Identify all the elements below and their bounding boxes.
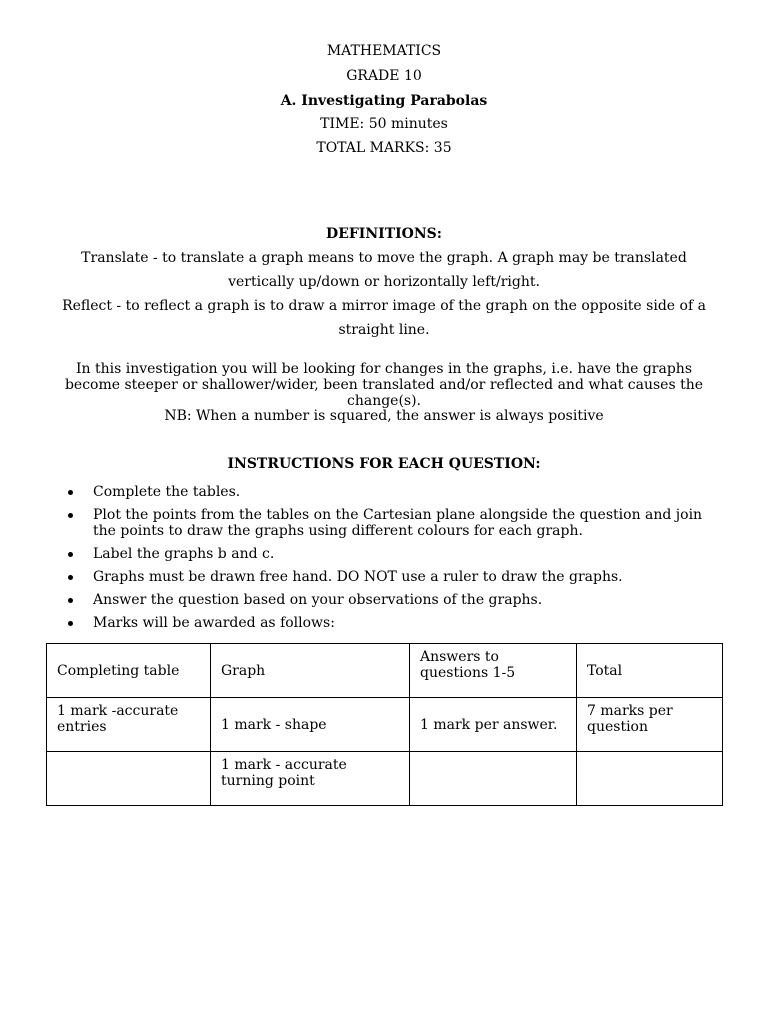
table-row	[47, 752, 723, 806]
bullet-icon	[68, 513, 73, 518]
instruction-text: Graphs must be drawn free hand. DO NOT use a ruler to draw the graphs.	[93, 569, 623, 585]
bullet-icon	[68, 552, 73, 557]
definition-reflect: Reflect - to reflect a graph is to draw a mirror image of the graph on the opposite side of a straight line.	[62, 298, 706, 338]
bullet-icon	[68, 575, 73, 580]
instructions-list	[64, 484, 724, 638]
marks-table	[46, 643, 723, 806]
table-cell: 7 marks per question	[577, 698, 723, 752]
table-cell	[577, 752, 723, 806]
instruction-item	[64, 507, 724, 539]
instruction-text: Complete the tables.	[93, 484, 241, 500]
instruction-text: Plot the points from the tables on the Cartesian plane alongside the question and join the points to draw the graphs using different colours for each graph.	[93, 507, 703, 539]
grade-line: GRADE 10	[346, 68, 422, 84]
table-row	[47, 698, 723, 752]
table-cell: 1 mark -accurate entries	[47, 698, 211, 752]
table-cell: Graph	[211, 644, 410, 698]
bullet-icon	[68, 490, 73, 495]
nb-note: NB: When a number is squared, the answer is always positive	[164, 408, 604, 424]
table-cell: Total	[577, 644, 723, 698]
table-cell: Answers to questions 1-5	[410, 644, 577, 698]
table-cell	[47, 752, 211, 806]
instruction-item	[64, 546, 724, 562]
table-cell: 1 mark - shape	[211, 698, 410, 752]
table-cell	[410, 752, 577, 806]
instruction-text: Answer the question based on your observations of the graphs.	[93, 592, 543, 608]
definition-translate: Translate - to translate a graph means to move the graph. A graph may be translated vertically up/down or horizontally left/right.	[81, 250, 687, 290]
subject-line: MATHEMATICS	[326, 43, 442, 59]
bullet-icon	[68, 598, 73, 603]
instruction-text: Marks will be awarded as follows:	[93, 615, 335, 631]
time-line: TIME: 50 minutes	[320, 116, 448, 132]
instructions-heading: INSTRUCTIONS FOR EACH QUESTION:	[227, 456, 541, 472]
table-cell: 1 mark per answer.	[410, 698, 577, 752]
instruction-item	[64, 484, 724, 500]
table-cell: Completing table	[47, 644, 211, 698]
document-title: A. Investigating Parabolas	[280, 93, 488, 109]
table-row	[47, 644, 723, 698]
instruction-item	[64, 569, 724, 585]
table-cell: 1 mark - accurate turning point	[211, 752, 410, 806]
instruction-item	[64, 615, 724, 631]
definitions-heading: DEFINITIONS:	[326, 226, 442, 242]
instruction-item	[64, 592, 724, 608]
total-marks-line: TOTAL MARKS: 35	[316, 140, 452, 156]
instruction-text: Label the graphs b and c.	[93, 546, 275, 562]
bullet-icon	[68, 621, 73, 626]
intro-paragraph: In this investigation you will be looking for changes in the graphs, i.e. have the graphs become steeper or shallower/wider, been translated and/or reflected and what causes the change(s).	[64, 361, 704, 409]
